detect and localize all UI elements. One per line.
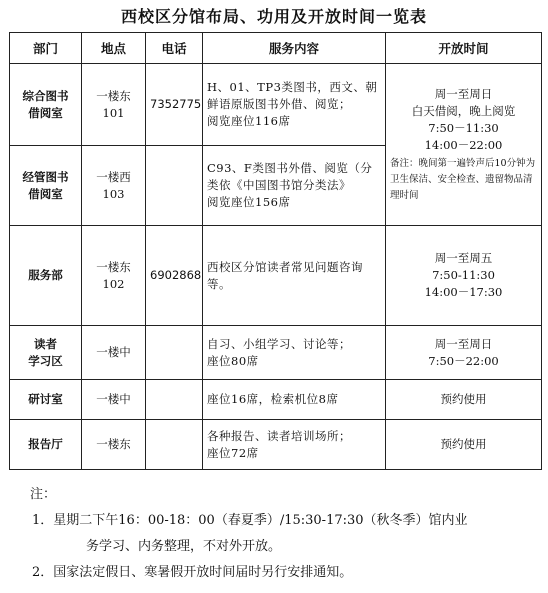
location-cell (82, 146, 146, 226)
dept-cell (10, 146, 82, 226)
location-room: 102 (102, 276, 125, 291)
hours-cell (386, 326, 542, 380)
service-line: 阅览座位116席 (207, 114, 291, 128)
phone-cell (146, 380, 203, 420)
service-cell (203, 146, 386, 226)
header-service: 服务内容 (203, 33, 386, 64)
service-line: 阅览座位156席 (207, 195, 291, 209)
location-room: 101 (102, 105, 125, 120)
table-header-row (10, 33, 542, 64)
hours-line: 7:50-11:30 (432, 268, 495, 282)
hours-line: 14:00－22:00 (424, 137, 503, 152)
hours-cell: 预约使用 (386, 380, 542, 420)
location-cell (82, 64, 146, 146)
phone-cell: 6902868 (146, 226, 203, 326)
service-cell: 座位16席，检索机位8席 (203, 380, 386, 420)
dept-label: 综合图书 (22, 88, 69, 103)
location-text: 一楼西 (96, 169, 131, 184)
service-cell (203, 226, 386, 326)
service-line: 座位80席 (207, 353, 259, 368)
schedule-table (9, 32, 542, 470)
dept-cell: 服务部 (10, 226, 82, 326)
location-cell (82, 226, 146, 326)
hours-line: 周一至周日 (434, 336, 493, 351)
location-text: 一楼东 (96, 88, 131, 103)
table-row (10, 420, 542, 470)
notes-section (30, 482, 535, 586)
service-line: H、01、TP3类图书，西文、朝 (207, 80, 378, 94)
service-line: C93、F类图书外借、阅览（分 (207, 161, 373, 175)
service-cell (203, 64, 386, 146)
hours-cell-shared (386, 64, 542, 226)
location-cell: 一楼东 (82, 420, 146, 470)
table-row (10, 64, 542, 146)
hours-remark: 备注：晚间第一遍铃声后10分钟为卫生保洁、安全检查、遗留物品清理时间 (390, 157, 536, 201)
dept-cell (10, 326, 82, 380)
dept-cell: 报告厅 (10, 420, 82, 470)
service-line: 各种报告、读者培训场所； (207, 428, 351, 443)
phone-cell: 7352775 (146, 64, 203, 146)
table-row (10, 226, 542, 326)
service-line: 座位72席 (207, 445, 259, 460)
hours-cell (386, 226, 542, 326)
dept-label: 借阅室 (28, 186, 63, 201)
header-dept: 部门 (10, 33, 82, 64)
dept-label: 学习区 (28, 353, 63, 368)
header-location: 地点 (82, 33, 146, 64)
note-item-1-cont: 务学习、内务整理，不对外开放。 (86, 539, 282, 554)
phone-cell (146, 420, 203, 470)
page-title: 西校区分馆布局、功用及开放时间一览表 (120, 7, 427, 26)
table-row (10, 326, 542, 380)
service-cell (203, 420, 386, 470)
hours-line: 白天借阅，晚上阅览 (411, 103, 516, 118)
hours-line: 14:00－17:30 (424, 285, 503, 299)
service-line: 等。 (207, 276, 231, 291)
phone-cell (146, 146, 203, 226)
note-item-2: 2．国家法定假日、寒暑假开放时间届时另行安排通知。 (32, 565, 353, 580)
header-phone: 电话 (146, 33, 203, 64)
location-text: 一楼东 (96, 259, 131, 274)
note-item-1: 1．星期二下午16：00-18：00（春夏季）/15:30-17:30（秋冬季）馆内业 (32, 513, 468, 528)
hours-line: 7:50－22:00 (428, 353, 499, 368)
location-cell: 一楼中 (82, 380, 146, 420)
header-hours: 开放时间 (386, 33, 542, 64)
service-line: 鲜语原版图书外借、阅览； (207, 97, 351, 111)
hours-line: 周一至周五 (434, 251, 493, 265)
dept-label: 读者 (34, 336, 57, 351)
service-line: 西校区分馆读者常见问题咨询 (207, 259, 363, 274)
phone-cell (146, 326, 203, 380)
dept-cell (10, 64, 82, 146)
hours-line: 7:50－11:30 (428, 120, 499, 135)
hours-line: 周一至周日 (434, 86, 493, 101)
service-line: 类依《中国图书馆分类法》 (207, 178, 351, 192)
location-cell: 一楼中 (82, 326, 146, 380)
notes-label: 注： (30, 487, 57, 502)
location-room: 103 (102, 186, 125, 201)
service-cell (203, 326, 386, 380)
dept-label: 借阅室 (28, 105, 63, 120)
hours-cell: 预约使用 (386, 420, 542, 470)
dept-label: 经管图书 (22, 169, 69, 184)
table-row (10, 380, 542, 420)
service-line: 自习、小组学习、讨论等； (207, 336, 351, 351)
dept-cell: 研讨室 (10, 380, 82, 420)
